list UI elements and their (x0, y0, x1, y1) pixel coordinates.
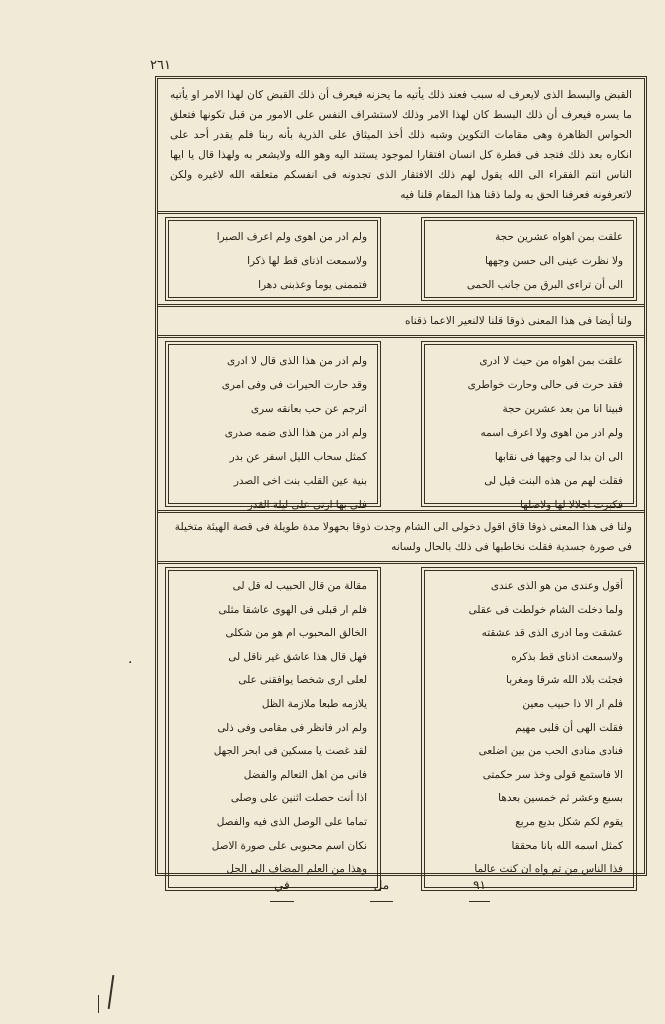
poem-1-left-hemistichs (168, 220, 378, 298)
verse-line: علقت بمن اهواه عشرين حجة (495, 231, 623, 243)
verse-line: بنية عين القلب بنت اخى الصدر (233, 475, 367, 487)
footer-mark: مل (370, 878, 394, 902)
verse-line: فكبرت اجلالا لها ولاصلها (520, 499, 623, 511)
verse-line: وقد حارت الحيرات فى وفى امرى (221, 379, 367, 391)
intro-line-2: ولنا أيضا فى هذا المعنى ذوقا قلنا لالنعير الاعما ذقناه (405, 315, 632, 327)
verse-line: فبينا انا من بعد عشرين حجة (502, 403, 623, 415)
verse-line: عشقت وما ادرى الذى قد عشقته (481, 627, 623, 640)
footer-mark: ٩١ (469, 878, 490, 902)
verse-line: فلم ار قبلى فى الهوى عاشقا مثلى (218, 603, 367, 616)
verse-line: تماما على الوصل الذى فيه والفصل (216, 815, 367, 828)
prose-paragraph-1: القبض والبسط الذى لايعرف له سبب فعند ذلك يأتيه ما يحزنه فيعرف أن ذلك القبض كان لهذا الامر او يأتيه ما يسره فيعرف أن ذلك البسط كان لهذا الامر وذلك لاستشراف النفس على الامور من قبل تكونها فتعلق الحواس الظاهرة وهى مقامات التكوين وشبه ذلك أخذ الميثاق على الذرية بأنه ربنا فلم يقدر أحد على انكاره بعد ذلك فتجد فى فطرة كل انسان افتقارا لموجود يستند اليه وهو الله ولايشعر به ولهذا قال يا ايها الناس انتم الفقراء الى الله يقول لهم ذلك الافتقار الذى تجدونه فى انفسكم متعلقه الله لاغيره ولكن لاتعرفونه فعرفنا الحق به ولما ذقنا هذا المقام قلنا فيه (170, 89, 632, 201)
verse-line: ولما دخلت الشام خولطت فى عقلى (468, 603, 623, 616)
verse-line: ولا نظرت عينى الى حسن وجهها (484, 255, 623, 267)
verse-line: الخالق المحبوب ام هو من شكلى (225, 627, 367, 640)
verse-line: ولاسمعت اذناى قط بذكره (511, 650, 623, 663)
pencil-mark (98, 995, 99, 1013)
verse-line: فانى من اهل التعالم والفضل (243, 768, 367, 781)
poem-block-1 (158, 214, 644, 304)
poem-block-2 (158, 338, 644, 510)
verse-line: مقالة من قال الحبيب له قل لى (232, 580, 367, 592)
verse-line: كمثل اسمه الله بانا محققا (511, 839, 623, 852)
page-number: ٢٦١ (150, 58, 171, 73)
verse-line: أقول وعندى من هو الذى عندى (490, 580, 623, 592)
verse-line: ولم ادر من اهوى ولا اعرف اسمه (480, 427, 623, 439)
verse-line: ولاسمعت اذناى قط لها ذكرا (247, 255, 367, 267)
poem-2-right-hemistichs (424, 344, 634, 511)
verse-line: فتممنى يوما وعذبنى دهرا (258, 279, 367, 291)
prose-paragraph-2: ولنا فى هذا المعنى ذوقا قاق اقول دخولى الى الشام وجدت ذوقا بحهولا مدة طويلة فى قصة الهيئة متخيلة فى صورة جسدية فقلت نخاطبها فى ذلك بالحال ولسانه (174, 521, 632, 553)
verse-line: وهذا من العلم المضاف الى الجل (226, 863, 367, 876)
poem-3-right-hemistichs (424, 570, 634, 888)
text-frame (155, 76, 647, 876)
verse-line: فلى بها ارنى على ليلة القدر (247, 499, 367, 511)
verse-line: فجئت بلاد الله شرقا ومغربا (506, 674, 623, 687)
verse-line: ولم ادر فانظر فى مقامى وفى ذلى (217, 721, 367, 734)
verse-line: بسبع وعشر ثم خمسين بعدها (498, 792, 623, 805)
verse-line: لعلى ارى شخصا يوافقنى على (238, 674, 367, 687)
poem-2-left-hemistichs (168, 344, 378, 511)
verse-line: اذا أنت حصلت اثنين على وصلى (230, 792, 367, 805)
poem-3-left-hemistichs (168, 570, 378, 888)
verse-line: فقلت الهى أن قلبى مهيم (515, 721, 623, 734)
verse-line: اترجم عن حب بعانقه سرى (250, 403, 367, 415)
margin-dot: · (128, 655, 133, 671)
verse-line: نكان اسم محبوبى على صورة الاصل (211, 839, 367, 852)
verse-line: فلم ار الا ذا حبيب معين (522, 697, 623, 710)
verse-line: ولم ادر من هذا الذى ضمه صدرى (224, 427, 367, 439)
verse-line: علقت بمن اهواه من حيث لا ادرى (479, 355, 623, 367)
verse-line: فقد حرت فى حالى وحارت خواطرى (467, 379, 623, 391)
verse-line: يلازمه طبعا ملازمة الظل (261, 697, 367, 710)
verse-line: فذا الناس من تم واه ان كنت عالما (474, 863, 623, 876)
footer-signature (270, 878, 490, 902)
verse-line: فقلت لهم من هذه البنت قيل لى (484, 475, 623, 487)
verse-line: لقد غصت يا مسكين فى ابحر الجهل (213, 745, 367, 758)
poem-1-right-hemistichs (424, 220, 634, 298)
verse-line: يقوم لكم شكل بديع مربع (515, 815, 623, 828)
verse-line: الى أن تراءى البرق من جانب الحمى (466, 279, 623, 291)
verse-line: الا فاستمع قولى وخذ سر حكمتى (482, 768, 623, 781)
verse-line: كمثل سحاب الليل اسفر عن بدر (229, 451, 367, 463)
verse-line: ولم ادر من اهوى ولم اعرف الصبرا (216, 231, 367, 243)
footer-mark: في (270, 878, 294, 902)
verse-line: فهل قال هذا عاشق غير ناقل لى (228, 650, 367, 663)
verse-line: ولم ادر من هذا الذى قال لا ادرى (227, 355, 367, 367)
verse-line: فنادى منادى الحب من بين اضلعى (478, 745, 623, 758)
verse-line: الى ان بدا لى وجهها فى نقابها (494, 451, 623, 463)
poem-block-3 (158, 564, 644, 894)
pencil-mark (108, 975, 115, 1009)
